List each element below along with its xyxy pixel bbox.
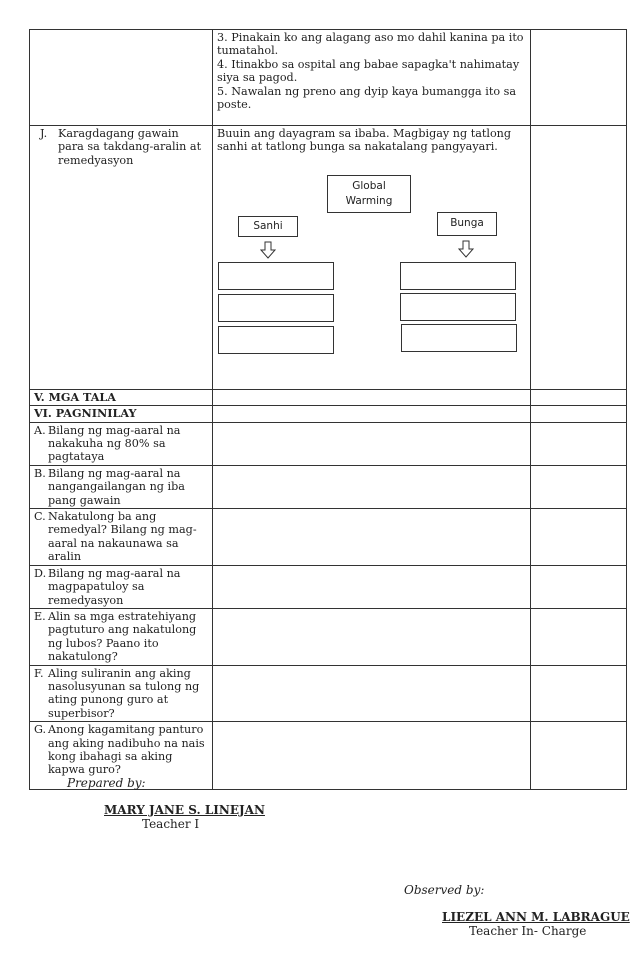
empty-cell — [531, 406, 627, 422]
reflection-question: Bilang ng mag-aaral na magpapatuloy sa remedyasyon — [48, 566, 181, 607]
center-event-label: Global Warming — [345, 179, 393, 207]
continuation-cell — [213, 30, 531, 126]
reflection-letter: G. — [34, 723, 47, 737]
empty-cell — [531, 30, 627, 126]
reflection-question: Nakatulong ba ang remedyal? Bilang ng mag-aaral na nakaunawa sa aralin — [48, 510, 197, 564]
empty-cell — [213, 389, 531, 405]
reflection-question: Anong kagamitang panturo ang aking nadibuho na nais kong ibahagi sa aking kapwa guro? — [48, 723, 205, 777]
continuation-item: 4. Itinakbo sa ospital ang babae sapagka't nahimatay siya sa pagod. — [217, 57, 520, 85]
prepared-by-name: MARY JANE S. LINEJAN — [104, 803, 265, 817]
reflection-question: Aling suliranin ang aking nasolusyunan sa tulong ng ating punong guro at superbisor? — [48, 666, 200, 720]
down-arrow-icon — [260, 241, 276, 259]
answer-cell[interactable] — [213, 608, 531, 665]
continuation-item: 3. Pinakain ko ang alagang aso mo dahil kanina pa ito tumatahol. — [217, 31, 524, 58]
observed-by-name: LIEZEL ANN M. LABRAGUE — [442, 910, 630, 924]
observed-by-position: Teacher In- Charge — [469, 924, 587, 938]
center-event-box — [327, 175, 411, 213]
empty-cell — [531, 565, 627, 608]
answer-cell[interactable] — [213, 422, 531, 465]
reflection-row — [30, 465, 627, 508]
prepared-by-caption: Prepared by: — [67, 776, 146, 790]
reflection-row — [30, 422, 627, 465]
answer-cell[interactable] — [213, 465, 531, 508]
section-j-content-cell — [213, 126, 531, 390]
empty-cell — [531, 665, 627, 722]
reflection-letter: A. — [34, 423, 46, 437]
effect-answer-box[interactable] — [400, 293, 516, 321]
cause-header-label: Sanhi — [253, 219, 283, 232]
reflection-row — [30, 665, 627, 722]
effect-header-label: Bunga — [450, 217, 484, 230]
empty-cell — [531, 126, 627, 390]
continuation-item: 5. Nawalan ng preno ang dyip kaya bumangga ito sa poste. — [217, 84, 517, 112]
reflection-letter: F. — [34, 666, 44, 680]
cause-answer-box[interactable] — [218, 262, 334, 290]
section-j-letter: J. — [40, 127, 48, 140]
cause-header-box — [238, 216, 298, 237]
answer-cell[interactable] — [213, 665, 531, 722]
empty-cell — [531, 722, 627, 790]
empty-cell — [531, 422, 627, 465]
section-j-title: Karagdagang gawain para sa takdang-aralin at remedyasyon — [58, 127, 202, 167]
reflection-question: Bilang ng mag-aaral na nakakuha ng 80% sa pagtataya — [48, 423, 181, 464]
reflection-letter: D. — [34, 566, 47, 580]
reflection-letter: E. — [34, 609, 46, 623]
answer-cell[interactable] — [213, 722, 531, 790]
empty-cell — [30, 30, 213, 126]
cause-effect-diagram — [217, 154, 526, 388]
empty-cell — [531, 608, 627, 665]
reflection-row — [30, 509, 627, 566]
effect-answer-box[interactable] — [400, 262, 516, 290]
cause-answer-box[interactable] — [218, 326, 334, 354]
continuation-row — [30, 30, 627, 126]
empty-cell — [213, 406, 531, 422]
effect-header-box — [437, 212, 497, 236]
down-arrow-icon — [458, 240, 474, 258]
section-vi-row — [30, 406, 627, 422]
lesson-plan-table — [29, 29, 627, 790]
section-v-row — [30, 389, 627, 405]
reflection-letter: C. — [34, 510, 46, 524]
section-j-row — [30, 126, 627, 390]
reflection-question: Bilang ng mag-aaral na nangangailangan ng iba pang gawain — [48, 466, 185, 507]
section-v-heading: V. MGA TALA — [30, 389, 213, 405]
reflection-row — [30, 608, 627, 665]
answer-cell[interactable] — [213, 565, 531, 608]
reflection-question: Alin sa mga estratehiyang pagtuturo ang nakatulong ng lubos? Paano ito nakatulong? — [48, 609, 197, 664]
effect-answer-box[interactable] — [401, 324, 517, 352]
empty-cell — [531, 509, 627, 566]
section-j-label-cell — [30, 126, 213, 390]
reflection-row — [30, 565, 627, 608]
reflection-letter: B. — [34, 466, 46, 480]
empty-cell — [531, 389, 627, 405]
observed-by-caption: Observed by: — [404, 883, 485, 897]
answer-cell[interactable] — [213, 509, 531, 566]
cause-answer-box[interactable] — [218, 294, 334, 322]
section-vi-heading: VI. PAGNINILAY — [30, 406, 213, 422]
diagram-instruction: Buuin ang dayagram sa ibaba. Magbigay ng tatlong sanhi at tatlong bunga sa nakatalang pangyayari. — [217, 127, 512, 154]
empty-cell — [531, 465, 627, 508]
prepared-by-position: Teacher I — [142, 817, 200, 831]
